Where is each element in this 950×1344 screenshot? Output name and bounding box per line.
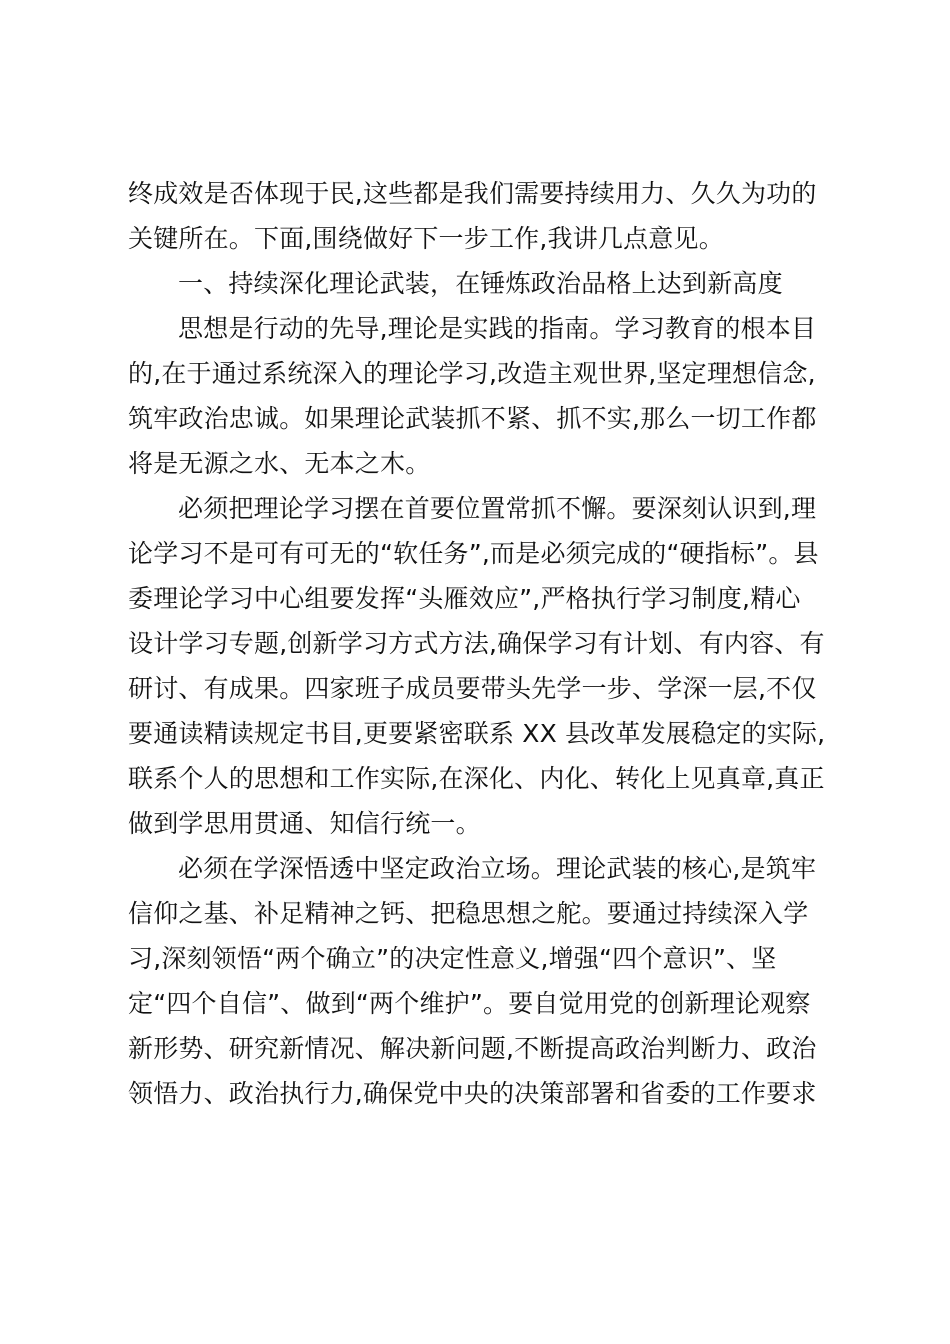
text-line: 联系个人的思想和工作实际,在深化、内化、转化上见真章,真正 bbox=[128, 764, 825, 793]
text-line: 筑牢政治忠诚。如果理论武装抓不紧、抓不实,那么一切工作都 bbox=[128, 404, 817, 433]
text-line: 必须在学深悟透中坚定政治立场。理论武装的核心,是筑牢 bbox=[178, 854, 817, 883]
text-line: 研讨、有成果。四家班子成员要带头先学一步、学深一层,不仅 bbox=[128, 674, 817, 703]
text-line: 要通读精读规定书目,更要紧密联系 XX 县改革发展稳定的实际, bbox=[128, 719, 826, 748]
text-line: 终成效是否体现于民,这些都是我们需要持续用力、久久为功的 bbox=[128, 179, 817, 208]
text-line: 习,深刻领悟“两个确立”的决定性意义,增强“四个意识”、坚 bbox=[128, 944, 777, 973]
text-line: 关键所在。下面,围绕做好下一步工作,我讲几点意见。 bbox=[128, 224, 724, 253]
text-line: 思想是行动的先导,理论是实践的指南。学习教育的根本目 bbox=[178, 314, 817, 343]
text-line: 领悟力、政治执行力,确保党中央的决策部署和省委的工作要求 bbox=[128, 1079, 817, 1108]
text-line: 论学习不是可有可无的“软任务”,而是必须完成的“硬指标”。县 bbox=[128, 539, 819, 568]
text-line: 做到学思用贯通、知信行统一。 bbox=[128, 809, 481, 838]
text-line: 必须把理论学习摆在首要位置常抓不懈。要深刻认识到,理 bbox=[178, 494, 817, 523]
section-heading: 一、持续深化理论武装，在锤炼政治品格上达到新高度 bbox=[178, 269, 783, 298]
text-line: 设计学习专题,创新学习方式方法,确保学习有计划、有内容、有 bbox=[128, 629, 825, 658]
text-line: 信仰之基、补足精神之钙、把稳思想之舵。要通过持续深入学 bbox=[128, 899, 809, 928]
text-line: 委理论学习中心组要发挥“头雁效应”,严格执行学习制度,精心 bbox=[128, 584, 801, 613]
text-line: 定“四个自信”、做到“两个维护”。要自觉用党的创新理论观察 bbox=[128, 989, 811, 1018]
text-line: 将是无源之水、无本之木。 bbox=[128, 449, 431, 478]
text-line: 的,在于通过系统深入的理论学习,改造主观世界,坚定理想信念, bbox=[128, 359, 816, 388]
text-line: 新形势、研究新情况、解决新问题,不断提高政治判断力、政治 bbox=[128, 1034, 817, 1063]
